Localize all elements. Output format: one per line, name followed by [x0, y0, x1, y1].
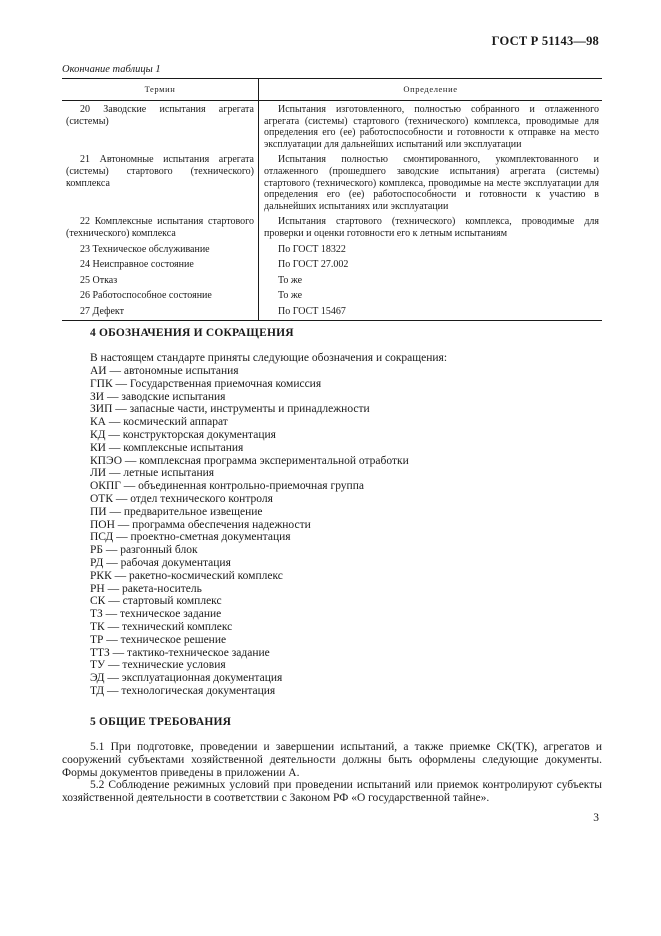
table-row	[62, 306, 602, 320]
definition-cell	[259, 306, 603, 320]
section-5-title: 5 ОБЩИЕ ТРЕБОВАНИЯ	[90, 716, 232, 728]
document-code: ГОСТ Р 51143—98	[491, 34, 599, 48]
definition-text: То же	[278, 274, 303, 286]
table-row	[62, 259, 602, 275]
list-item: АИ — автономные испытания	[90, 365, 239, 377]
table-row	[62, 275, 602, 291]
definition-text: Испытания изготовленного, полностью собранного и отлаженного агрегата (системы) стартового (технического) комплекса, проводимые для определения его (ее) работоспособности и готовности к отправке на место эксплуатации для дальнейших испытаний или эксплуатации	[264, 104, 599, 150]
list-item: ЭД — эксплуатационная документация	[90, 672, 283, 685]
section-4-title: 4 ОБОЗНАЧЕНИЯ И СОКРАЩЕНИЯ	[90, 327, 294, 339]
definition-cell	[259, 259, 603, 275]
list-item: РН — ракета-носитель	[90, 582, 202, 595]
paragraph-5-1: 5.1 При подготовке, проведении и завершении испытаний, а также приемке СК(ТК), агрегатов и сооружений субъектами хозяйственной деятельности должны быть оформлены следующие документы. Формы документов приведены в приложении А.	[62, 741, 602, 779]
term-text: 20 Заводские испытания агрегата (системы)	[66, 104, 254, 127]
abbreviation-list	[90, 365, 409, 698]
term-cell	[62, 259, 259, 275]
list-item: ОКПГ — объединенная контрольно-приемочная группа	[90, 480, 364, 493]
term-text: 26 Работоспособное состояние	[80, 290, 212, 302]
section-4-intro: В настоящем стандарте приняты следующие обозначения и сокращения:	[90, 352, 448, 364]
list-item: ТР — техническое решение	[90, 633, 227, 646]
list-item: КД — конструкторская документация	[90, 428, 276, 441]
table-caption: Окончание таблицы 1	[62, 64, 161, 75]
column-header-term: Термин	[62, 79, 259, 101]
page-number: 3	[593, 812, 599, 824]
list-item: КИ — комплексные испытания	[90, 441, 244, 454]
definition-cell	[259, 216, 603, 243]
table-row	[62, 290, 602, 306]
list-item: ТТЗ — тактико-техническое задание	[90, 646, 270, 659]
definition-cell	[259, 154, 603, 216]
definition-text: То же	[278, 290, 303, 302]
list-item: ГПК — Государственная приемочная комиссия	[90, 377, 322, 390]
term-cell	[62, 216, 259, 243]
term-cell	[62, 275, 259, 291]
definition-text: Испытания стартового (технического) комплекса, проводимые для проверки и оценки готовности его к летным испытаниям	[264, 216, 599, 239]
list-item: ЛИ — летные испытания	[90, 467, 215, 480]
list-item: ПОН — программа обеспечения надежности	[90, 518, 311, 531]
column-header-definition: Определение	[259, 79, 603, 101]
definition-cell	[259, 290, 603, 306]
list-item: КПЭО — комплексная программа экспериментальной отработки	[90, 454, 409, 467]
term-cell	[62, 290, 259, 306]
table-row	[62, 216, 602, 243]
term-text: 21 Автономные испытания агрегата (системы) стартового (технического) комплекса	[66, 154, 254, 189]
definition-cell	[259, 101, 603, 155]
table-row	[62, 154, 602, 216]
term-cell	[62, 101, 259, 155]
term-cell	[62, 244, 259, 260]
list-item: ЗИ — заводские испытания	[90, 390, 226, 403]
list-item: ТД — технологическая документация	[90, 684, 276, 697]
term-text: 22 Комплексные испытания стартового (технического) комплекса	[66, 216, 254, 239]
terms-table	[62, 78, 602, 321]
term-cell	[62, 154, 259, 216]
list-item: РД — рабочая документация	[90, 556, 231, 569]
list-item: СК — стартовый комплекс	[90, 595, 222, 608]
table-header-row	[62, 79, 602, 101]
term-text: 25 Отказ	[80, 274, 118, 286]
term-cell	[62, 306, 259, 320]
definition-text: По ГОСТ 27.002	[278, 259, 349, 271]
term-text: 27 Дефект	[80, 305, 125, 317]
paragraph-5-2: 5.2 Соблюдение режимных условий при проведении испытаний или приемок контролируют субъекты хозяйственной деятельности в соответствии с Законом РФ «О государственной тайне».	[62, 779, 602, 805]
list-item: РКК — ракетно-космический комплекс	[90, 569, 283, 582]
section-5-body	[62, 741, 602, 805]
table-row	[62, 244, 602, 260]
definition-cell	[259, 244, 603, 260]
definition-cell	[259, 275, 603, 291]
term-text: 23 Техническое обслуживание	[80, 243, 210, 255]
term-text: 24 Неисправное состояние	[80, 259, 194, 271]
list-item: РБ — разгонный блок	[90, 544, 198, 557]
table-row	[62, 101, 602, 155]
list-item: ПИ — предварительное извещение	[90, 505, 263, 518]
definition-text: По ГОСТ 18322	[278, 243, 346, 255]
definition-text: По ГОСТ 15467	[278, 305, 346, 317]
list-item: ТЗ — техническое задание	[90, 608, 222, 621]
definition-text: Испытания полностью смонтированного, укомплектованного и отлаженного (прошедшего заводские испытания) агрегата (системы) стартового (технического) комплекса, проводимые на месте эксплуатации для определения его (ее) работоспособности и готовности к участию в дальнейших испытаниях или эксплуатации	[264, 154, 599, 212]
list-item: ОТК — отдел технического контроля	[90, 492, 273, 505]
list-item: ПСД — проектно-сметная документация	[90, 531, 291, 544]
list-item: ЗИП — запасные части, инструменты и принадлежности	[90, 403, 370, 416]
list-item: ТК — технический комплекс	[90, 620, 233, 633]
list-item: КА — космический аппарат	[90, 416, 228, 429]
list-item: ТУ — технические условия	[90, 659, 226, 672]
